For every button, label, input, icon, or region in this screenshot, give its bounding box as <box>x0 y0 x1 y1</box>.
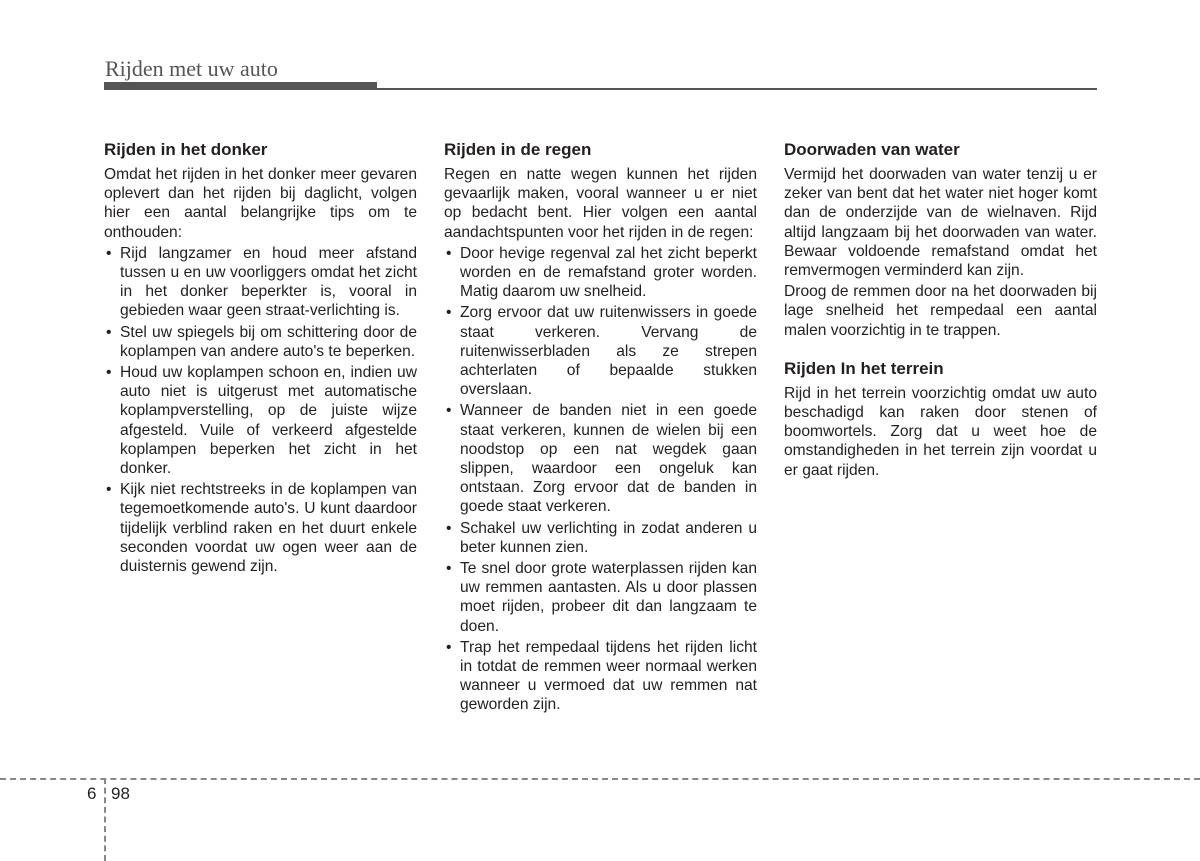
bullet-list <box>444 244 757 715</box>
paragraph: Omdat het rijden in het donker meer gevaren oplevert dan het rijden bij daglicht, volgen hier een aantal belangrijke tips om te onthouden: <box>104 166 417 241</box>
list-item: • Trap het rempedaal tijdens het rijden licht in totdat de remmen weer normaal werken wanneer u vermoed dat uw remmen nat geworden zijn. <box>444 638 757 715</box>
section-heading: Rijden In het terrein <box>784 358 944 378</box>
list-item: • Houd uw koplampen schoon en, indien uw auto niet is uitgerust met automatische koplampverstelling, op de juiste wijze afgesteld. Vuile of verkeerd afgestelde koplampen beperken het zicht in het donker. <box>104 363 417 478</box>
bullet-list <box>104 244 417 576</box>
section-heading: Doorwaden van water <box>784 140 960 159</box>
paragraph: Rijd in het terrein voorzichtig omdat uw auto beschadigd kan raken door stenen of boomwortels. Zorg dat u weet hoe de omstandigheden in het terrein zijn voordat u er gaat rijden. <box>784 384 1097 479</box>
footer-rule <box>0 778 1200 780</box>
list-item: • Zorg ervoor dat uw ruitenwissers in goede staat verkeren. Vervang de ruitenwisserbladen als ze strepen achterlaten of bepaalde stukken overslaan. <box>444 303 757 399</box>
page-header-title: Rijden met uw auto <box>105 56 278 81</box>
paragraph: Regen en natte wegen kunnen het rijden gevaarlijk maken, vooral wanneer u er niet op bedacht bent. Hier volgen een aantal aandachtspunten voor het rijden in de regen: <box>444 166 757 241</box>
section-heading: Rijden in de regen <box>444 140 592 159</box>
list-item: • Stel uw spiegels bij om schittering door de koplampen van andere auto's te beperken. <box>104 323 417 361</box>
list-item: • Door hevige regenval zal het zicht beperkt worden en de remafstand groter worden. Matig daarom uw snelheid. <box>444 244 757 302</box>
column-driving-in-dark <box>104 139 417 578</box>
list-item: • Kijk niet rechtstreeks in de koplampen van tegemoetkomende auto's. U kunt daardoor tijdelijk verblind raken en het duurt enkele seconden voordat uw ogen weer aan de duisternis gewend zijn. <box>104 480 417 576</box>
list-item: • Rijd langzamer en houd meer afstand tussen u en uw voorliggers omdat het zicht in het donker beperkter is, vooral in gebieden waar geen straat-verlichting is. <box>104 244 417 321</box>
list-item: • Wanneer de banden niet in een goede staat verkeren, kunnen de wielen bij een noodstop op een nat wegdek gaan slippen, waardoor een ongeluk kan ontstaan. Zorg ervoor dat de banden in goede staat verkeren. <box>444 401 757 516</box>
list-item: • Te snel door grote waterplassen rijden kan uw remmen aantasten. Als u door plassen moet rijden, probeer dit dan langzaam te doen. <box>444 559 757 636</box>
footer-divider <box>104 778 106 861</box>
header-rule <box>377 88 1097 90</box>
header-bar <box>104 82 377 90</box>
column-wading-water <box>784 139 1097 482</box>
paragraph: Droog de remmen door na het doorwaden bij lage snelheid het rempedaal een aantal malen voorzichtig in te trappen. <box>784 283 1097 339</box>
section-heading: Rijden in het donker <box>104 140 268 159</box>
chapter-number: 6 <box>87 784 97 803</box>
list-item: • Schakel uw verlichting in zodat anderen u beter kunnen zien. <box>444 519 757 557</box>
paragraph: Vermijd het doorwaden van water tenzij u er zeker van bent dat het water niet hoger komt dan de onderzijde van de wielnaven. Rijd altijd langzaam bij het doorwaden van water. Bewaar voldoende remafstand omdat het remvermogen verminderd kan zijn. <box>784 166 1097 280</box>
column-driving-in-rain <box>444 139 757 717</box>
page-number: 98 <box>111 784 130 803</box>
